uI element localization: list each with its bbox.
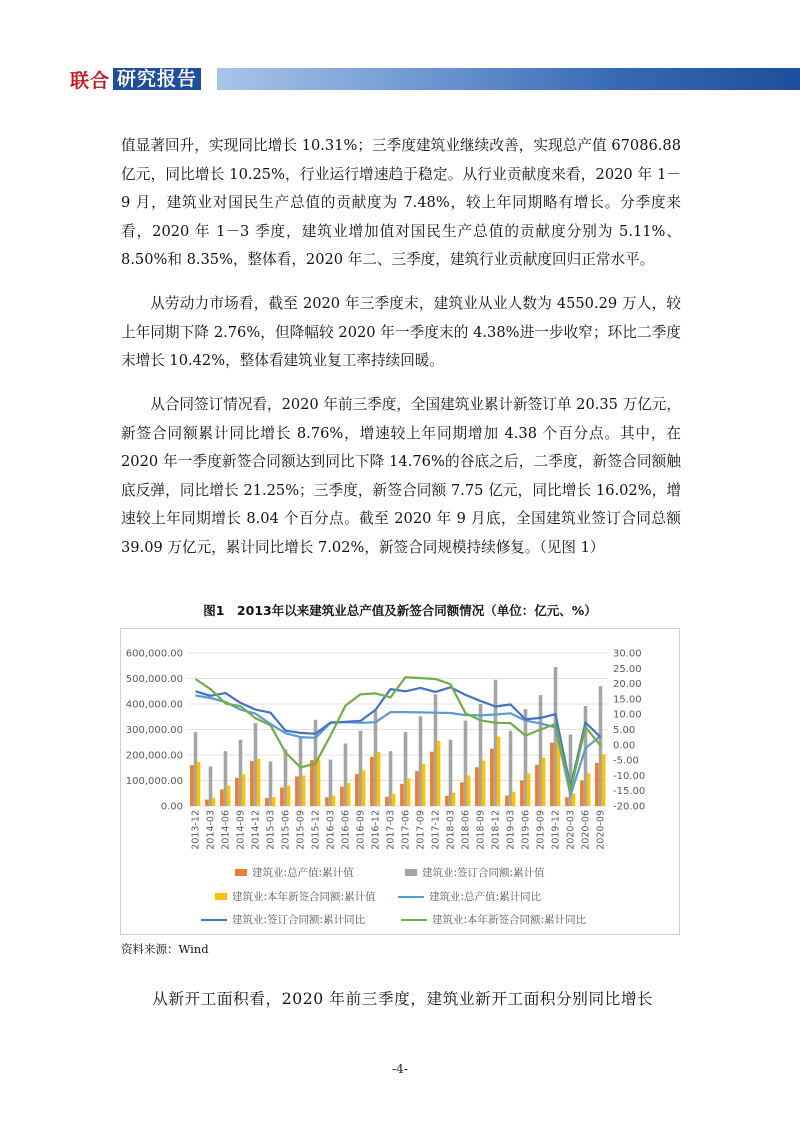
bar-0 <box>205 800 209 806</box>
bar-0 <box>280 788 284 806</box>
bar-0 <box>460 782 464 806</box>
bar-0 <box>475 767 479 806</box>
x-tick-label: 2019-12 <box>550 810 562 850</box>
x-tick-label: 2015-06 <box>280 810 292 850</box>
legend-label: 建筑业:签订合同额:累计同比 <box>232 914 366 926</box>
paragraph-3: 从合同签订情况看，2020 年前三季度，全国建筑业累计新签订单 20.35 万亿元，新签合同额累计同比增长 8.76%，增速较上年同期增加 4.38 个百分点。其中，在 2020 年一季度新签合同额达到同比下降 14.76%的谷底之后，二季度，新签合同额触底反弹，同比增长 21.25%；三季度，新签合同额 7.75 亿元，同比增长 16.02%，增速较上年同期增长 8.04 个百分点。截至 2020 年 9 月底，全国建筑业签订合同总额 39.09 万亿元，累计同比增长 7.02%，新签合同规模持续修复。（见图 1） <box>121 396 681 556</box>
legend-label: 建筑业:签订合同额:累计值 <box>422 867 545 879</box>
bar-0 <box>295 776 299 806</box>
x-tick-label: 2018-09 <box>475 810 487 850</box>
x-tick-label: 2014-06 <box>220 810 232 850</box>
bar-0 <box>430 752 434 806</box>
x-tick-label: 2017-09 <box>415 810 427 850</box>
bar-2 <box>587 773 591 806</box>
bar-2 <box>272 797 276 806</box>
bar-0 <box>250 761 254 806</box>
bar-0 <box>385 797 389 806</box>
bar-2 <box>512 792 516 806</box>
bar-2 <box>377 752 381 806</box>
bar-0 <box>220 789 224 806</box>
chart-frame <box>120 628 680 935</box>
bar-2 <box>257 759 261 806</box>
paragraph-2: 从劳动力市场看，截至 2020 年三季度末，建筑业从业人数为 4550.29 万人，较上年同期下降 2.76%，但降幅较 2020 年一季度末的 4.38%进一步收窄；环比二季度末增长 10.42%，整体看建筑业复工率持续回暖。 <box>121 295 681 370</box>
brand-blue-text: 研究报告 <box>113 68 201 90</box>
bar-2 <box>542 758 546 806</box>
x-tick-label: 2013-12 <box>190 810 202 850</box>
x-tick-label: 2019-06 <box>520 810 532 850</box>
bar-2 <box>422 764 426 806</box>
x-tick-label: 2016-03 <box>325 810 337 850</box>
bar-0 <box>235 778 239 806</box>
x-tick-label: 2016-09 <box>355 810 367 850</box>
x-tick-label: 2015-12 <box>310 810 322 850</box>
y-right-tick-label: -10.00 <box>613 770 646 782</box>
bar-2 <box>332 796 336 806</box>
x-tick-label: 2020-06 <box>580 810 592 850</box>
y-right-tick-label: 10.00 <box>613 709 642 721</box>
y-left-tick-label: 100,000.00 <box>125 776 183 787</box>
bar-2 <box>287 786 291 806</box>
brand-red-text: 联合 <box>70 69 111 92</box>
bar-2 <box>572 794 576 806</box>
y-left-tick-label: 400,000.00 <box>125 699 183 711</box>
bar-0 <box>370 757 374 806</box>
bar-2 <box>302 775 306 806</box>
x-tick-label: 2018-06 <box>460 810 472 850</box>
y-right-tick-label: 20.00 <box>613 679 642 691</box>
source-note: 资料来源：Wind <box>121 942 209 956</box>
y-left-tick-label: 500,000.00 <box>125 674 183 685</box>
x-tick-label: 2018-12 <box>490 810 502 850</box>
bar-0 <box>505 796 509 806</box>
y-left-tick-label: 600,000.00 <box>125 648 183 660</box>
bar-0 <box>490 749 494 806</box>
bar-2 <box>482 761 486 806</box>
y-right-tick-label: -15.00 <box>613 786 646 798</box>
legend-item-new-contract-yoy <box>401 912 586 927</box>
x-tick-label: 2020-03 <box>565 810 577 850</box>
y-left-tick-label: 300,000.00 <box>125 725 183 736</box>
legend-label: 建筑业:本年新签合同额:累计同比 <box>432 914 587 926</box>
header-gradient-bar <box>217 68 800 90</box>
page-number: -4- <box>392 1062 408 1076</box>
y-right-tick-label: 30.00 <box>613 648 642 660</box>
x-tick-label: 2019-09 <box>535 810 547 850</box>
legend-item-output <box>235 865 354 880</box>
x-tick-label: 2017-12 <box>430 810 442 850</box>
y-right-tick-label: 15.00 <box>613 694 642 706</box>
y-right-tick-label: 0.00 <box>613 740 636 752</box>
y-left-tick-label: 0.00 <box>160 801 183 813</box>
x-tick-label: 2016-12 <box>370 810 382 850</box>
bar-0 <box>565 797 569 806</box>
paragraph-4: 从新开工面积看，2020 年前三季度，建筑业新开工面积分别同比增长 <box>152 990 654 1008</box>
bar-0 <box>580 781 584 807</box>
x-tick-label: 2014-09 <box>235 810 247 850</box>
report-header <box>0 64 800 94</box>
bar-2 <box>227 786 231 806</box>
figure-title: 图1 2013年以来建筑业总产值及新签合同额情况（单位：亿元、%） <box>203 603 597 618</box>
legend-swatch <box>235 869 247 876</box>
legend-item-new-contract <box>215 889 376 904</box>
legend-swatch <box>398 896 424 898</box>
bar-2 <box>347 783 351 806</box>
bar-2 <box>392 794 396 806</box>
bar-2 <box>212 798 216 806</box>
bar-0 <box>520 781 524 807</box>
bar-2 <box>317 759 321 806</box>
x-tick-label: 2018-03 <box>445 810 457 850</box>
y-right-tick-label: -20.00 <box>613 801 646 813</box>
x-tick-label: 2020-09 <box>595 810 607 850</box>
x-tick-label: 2014-03 <box>205 810 217 850</box>
paragraph-1: 值显著回升，实现同比增长 10.31%；三季度建筑业继续改善，实现总产值 67086.88 亿元，同比增长 10.25%，行业运行增速趋于稳定。从行业贡献度来看，2020 年 1－9 月，建筑业对国民生产总值的贡献度为 7.48%，较上年同期略有增长。分季度来看，2020 年 1－3 季度，建筑业增加值对国民生产总值的贡献度分别为 5.11%、8.50%和 8.35%，整体看，2020 年二、三季度，建筑行业贡献度回归正常水平。 <box>121 137 681 269</box>
bar-2 <box>497 737 501 806</box>
bar-0 <box>265 798 269 806</box>
x-tick-label: 2015-09 <box>295 810 307 850</box>
bar-2 <box>197 762 201 806</box>
bar-2 <box>602 754 606 806</box>
y-right-tick-label: -5.00 <box>613 755 639 767</box>
legend-swatch <box>401 919 427 921</box>
bar-0 <box>340 787 344 806</box>
legend-swatch <box>405 869 417 876</box>
bar-2 <box>527 773 531 806</box>
y-right-tick-label: 5.00 <box>613 725 636 736</box>
legend-item-contract-yoy <box>201 912 365 927</box>
bar-2 <box>407 778 411 806</box>
legend-item-contract <box>405 865 545 880</box>
legend-item-output-yoy <box>398 889 541 904</box>
bar-0 <box>325 797 329 806</box>
x-tick-label: 2016-06 <box>340 810 352 850</box>
bar-0 <box>445 796 449 806</box>
legend-swatch <box>201 919 227 921</box>
bar-2 <box>242 774 246 806</box>
bar-0 <box>595 763 599 806</box>
legend-label: 建筑业:本年新签合同额:累计值 <box>232 891 376 903</box>
bar-0 <box>310 760 314 806</box>
bar-0 <box>190 765 194 806</box>
x-tick-label: 2017-03 <box>385 810 397 850</box>
legend-swatch <box>215 893 227 900</box>
bar-0 <box>415 771 419 806</box>
y-left-tick-label: 200,000.00 <box>125 750 183 762</box>
brand-logo <box>70 68 201 90</box>
bar-0 <box>535 765 539 806</box>
bar-2 <box>452 793 456 806</box>
bar-2 <box>437 741 441 806</box>
bar-0 <box>400 784 404 806</box>
y-right-tick-label: 25.00 <box>613 663 642 675</box>
bar-0 <box>550 743 554 806</box>
bar-0 <box>355 774 359 806</box>
bar-2 <box>467 775 471 806</box>
x-tick-label: 2019-03 <box>505 810 517 850</box>
x-tick-label: 2017-06 <box>400 810 412 850</box>
x-tick-label: 2014-12 <box>250 810 262 850</box>
legend-label: 建筑业:总产值:累计值 <box>252 867 354 879</box>
bar-2 <box>362 770 366 806</box>
legend-label: 建筑业:总产值:累计同比 <box>429 891 542 903</box>
x-tick-label: 2015-03 <box>265 810 277 850</box>
